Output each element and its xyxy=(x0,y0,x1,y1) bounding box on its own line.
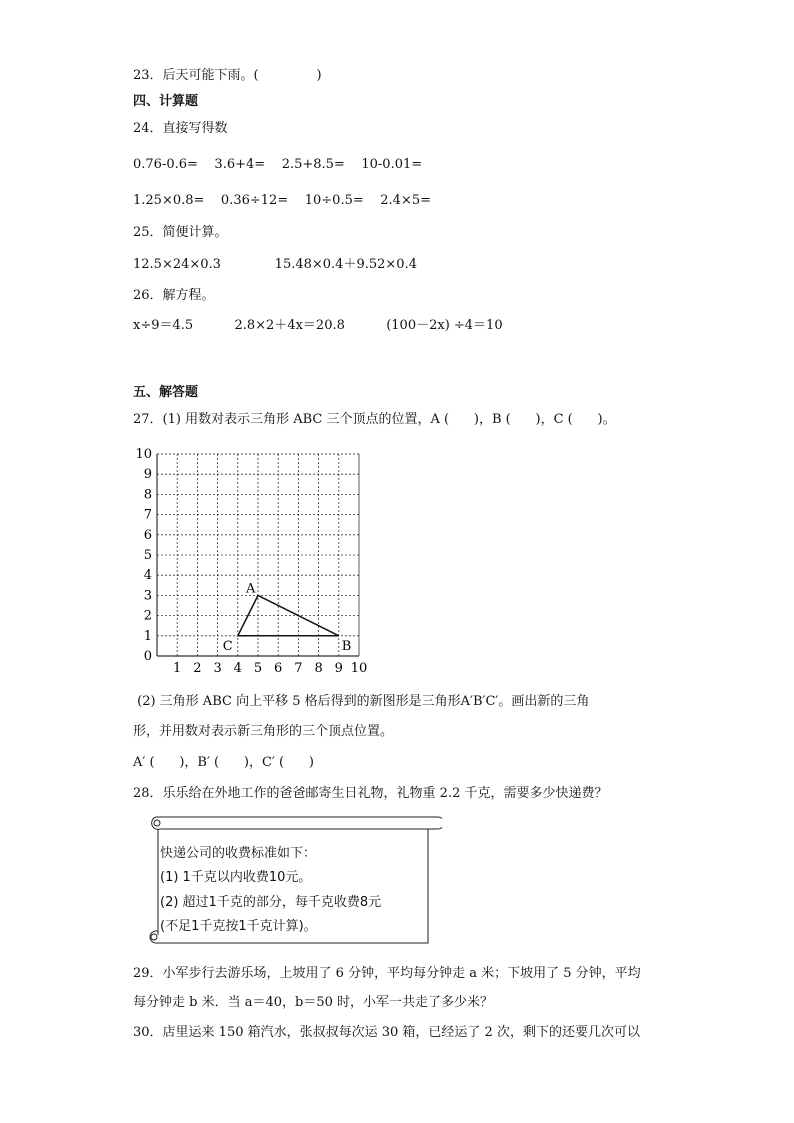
vertex-label-a: A xyxy=(246,581,256,597)
x-tick-label: 4 xyxy=(233,661,242,676)
y-tick-label: 6 xyxy=(143,527,152,543)
x-tick-label: 8 xyxy=(314,661,323,676)
question-28: 28．乐乐给在外地工作的爸爸邮寄生日礼物，礼物重 2.2 千克，需要多少快递费？ xyxy=(133,786,608,801)
x-tick-label: 2 xyxy=(193,661,202,676)
notice-line-4: (不足1千克按1千克计算)。 xyxy=(160,919,317,934)
question-30: 30．店里运来 150 箱汽水，张叔叔每次运 30 箱，已经运了 2 次，剩下的还要几次可以 xyxy=(133,1025,640,1040)
question-24-title: 24．直接写得数 xyxy=(133,121,228,136)
y-tick-label: 5 xyxy=(143,548,152,563)
y-tick-label: 7 xyxy=(143,507,152,523)
question-27-part-2a: (2) 三角形 ABC 向上平移 5 格后得到的新图形是三角形A′B′C′。画出新的三角 xyxy=(133,694,590,709)
y-tick-label: 3 xyxy=(143,588,152,604)
y-tick-label: 2 xyxy=(143,608,152,624)
question-26-row: x÷9＝4.5 2.8×2＋4x＝20.8 (100－2x) ÷4＝10 xyxy=(133,318,503,333)
notice-line-1: 快递公司的收费标准如下： xyxy=(160,846,317,861)
y-tick-label: 8 xyxy=(143,487,152,503)
y-tick-label: 0 xyxy=(143,649,152,664)
section-heading-calc: 四、计算题 xyxy=(133,94,199,109)
y-tick-label: 4 xyxy=(143,568,152,584)
question-24-row-2: 1.25×0.8= 0.36÷12= 10÷0.5= 2.4×5= xyxy=(133,193,431,208)
y-tick-label: 1 xyxy=(143,628,152,644)
question-23: 23．后天可能下雨。( ) xyxy=(133,68,322,83)
x-tick-label: 6 xyxy=(274,661,283,676)
question-25-row: 12.5×24×0.3 15.48×0.4＋9.52×0.4 xyxy=(133,257,417,272)
question-27-part-2c: A′ ( )，B′ ( )，C′ ( ) xyxy=(133,755,314,770)
question-24-row-1: 0.76-0.6= 3.6+4= 2.5+8.5= 10-0.01= xyxy=(133,157,423,172)
question-26-title: 26．解方程。 xyxy=(133,288,215,303)
question-27-part-2b: 形，并用数对表示新三角形的三个顶点位置。 xyxy=(133,724,394,739)
triangle-abc xyxy=(238,595,339,635)
x-tick-label: 10 xyxy=(350,661,368,676)
x-tick-label: 1 xyxy=(173,661,182,676)
x-tick-label: 5 xyxy=(253,661,263,676)
notice-line-3: (2) 超过1千克的部分，每千克收费8元 xyxy=(160,895,382,910)
vertex-label-b: B xyxy=(341,638,352,654)
section-heading-solve: 五、解答题 xyxy=(133,385,199,400)
coordinate-grid xyxy=(130,440,380,680)
x-tick-label: 9 xyxy=(334,661,343,676)
y-tick-label: 9 xyxy=(143,467,152,483)
x-tick-label: 3 xyxy=(213,661,222,676)
question-29b: 每分钟走 b 米．当 a＝40，b＝50 时，小军一共走了多少米？ xyxy=(133,995,494,1010)
vertex-label-c: C xyxy=(222,638,233,654)
question-29a: 29．小军步行去游乐场，上坡用了 6 分钟，平均每分钟走 a 米；下坡用了 5 分钟，平均 xyxy=(133,966,641,981)
question-27-part-1: 27．(1) 用数对表示三角形 ABC 三个顶点的位置，A ( )，B ( )，C ( )。 xyxy=(133,412,616,427)
y-tick-label: 10 xyxy=(135,447,152,462)
notice-line-2: (1) 1千克以内收费10元。 xyxy=(160,870,312,885)
question-25-title: 25．简便计算。 xyxy=(133,225,228,240)
grid-svg xyxy=(130,440,380,680)
x-tick-label: 7 xyxy=(294,661,303,676)
